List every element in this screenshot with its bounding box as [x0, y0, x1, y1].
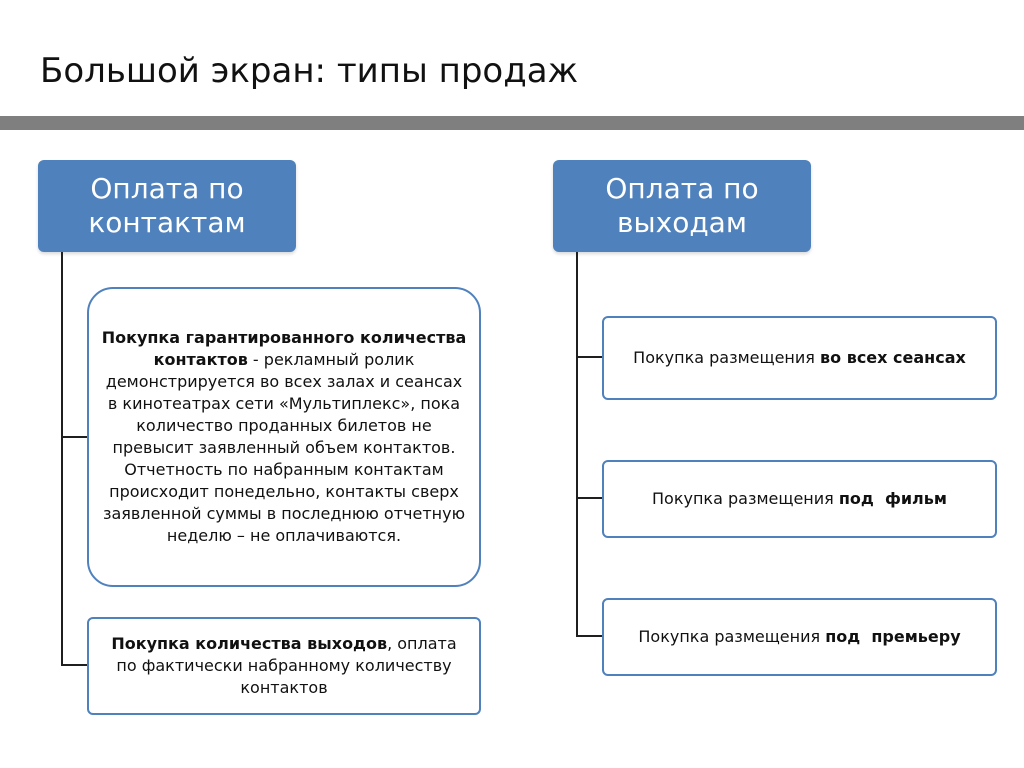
header-pay-per-output-line1: Оплата по	[605, 172, 759, 205]
header-pay-per-output	[553, 160, 811, 252]
premiere-bold: под премьеру	[825, 627, 961, 646]
header-pay-per-contact-line1: Оплата по	[90, 172, 244, 205]
right-connector-branch-3	[576, 635, 603, 637]
right-connector-trunk	[576, 252, 578, 637]
right-connector-branch-2	[576, 497, 603, 499]
guaranteed-contacts-title: Покупка гарантированного количества контактов	[101, 328, 467, 369]
premiere-text: Покупка размещения	[638, 627, 826, 646]
guaranteed-contacts-box	[87, 287, 481, 587]
all-sessions-box	[602, 316, 997, 400]
outputs-count-text: , оплата по фактически набранному количеству контактов	[116, 634, 457, 697]
title-divider	[0, 116, 1024, 130]
all-sessions-text: Покупка размещения	[633, 348, 820, 367]
all-sessions-bold: во всех сеансах	[820, 348, 966, 367]
slide-title: Большой экран: типы продаж	[40, 51, 579, 91]
left-connector-branch-2	[61, 664, 88, 666]
header-pay-per-contact	[38, 160, 296, 252]
right-connector-branch-1	[576, 356, 603, 358]
guaranteed-contacts-text: - рекламный ролик демонстрируется во всех залах и сеансах в кинотеатрах сети «Мультиплекс», пока количество проданных билетов не превысит заявленный объем контактов. Отчетность по набранным контактам происходит понедельно, контакты сверх заявленной суммы в последнюю отчетную неделю – не оплачиваются.	[102, 350, 466, 545]
film-box	[602, 460, 997, 538]
outputs-count-box	[87, 617, 481, 715]
film-bold: под фильм	[838, 489, 947, 508]
header-pay-per-contact-line2: контактам	[88, 206, 246, 239]
film-text: Покупка размещения	[652, 489, 839, 508]
left-connector-branch-1	[61, 436, 88, 438]
outputs-count-title: Покупка количества выходов	[111, 634, 388, 653]
left-connector-trunk	[61, 252, 63, 666]
premiere-box	[602, 598, 997, 676]
header-pay-per-output-line2: выходам	[617, 206, 747, 239]
